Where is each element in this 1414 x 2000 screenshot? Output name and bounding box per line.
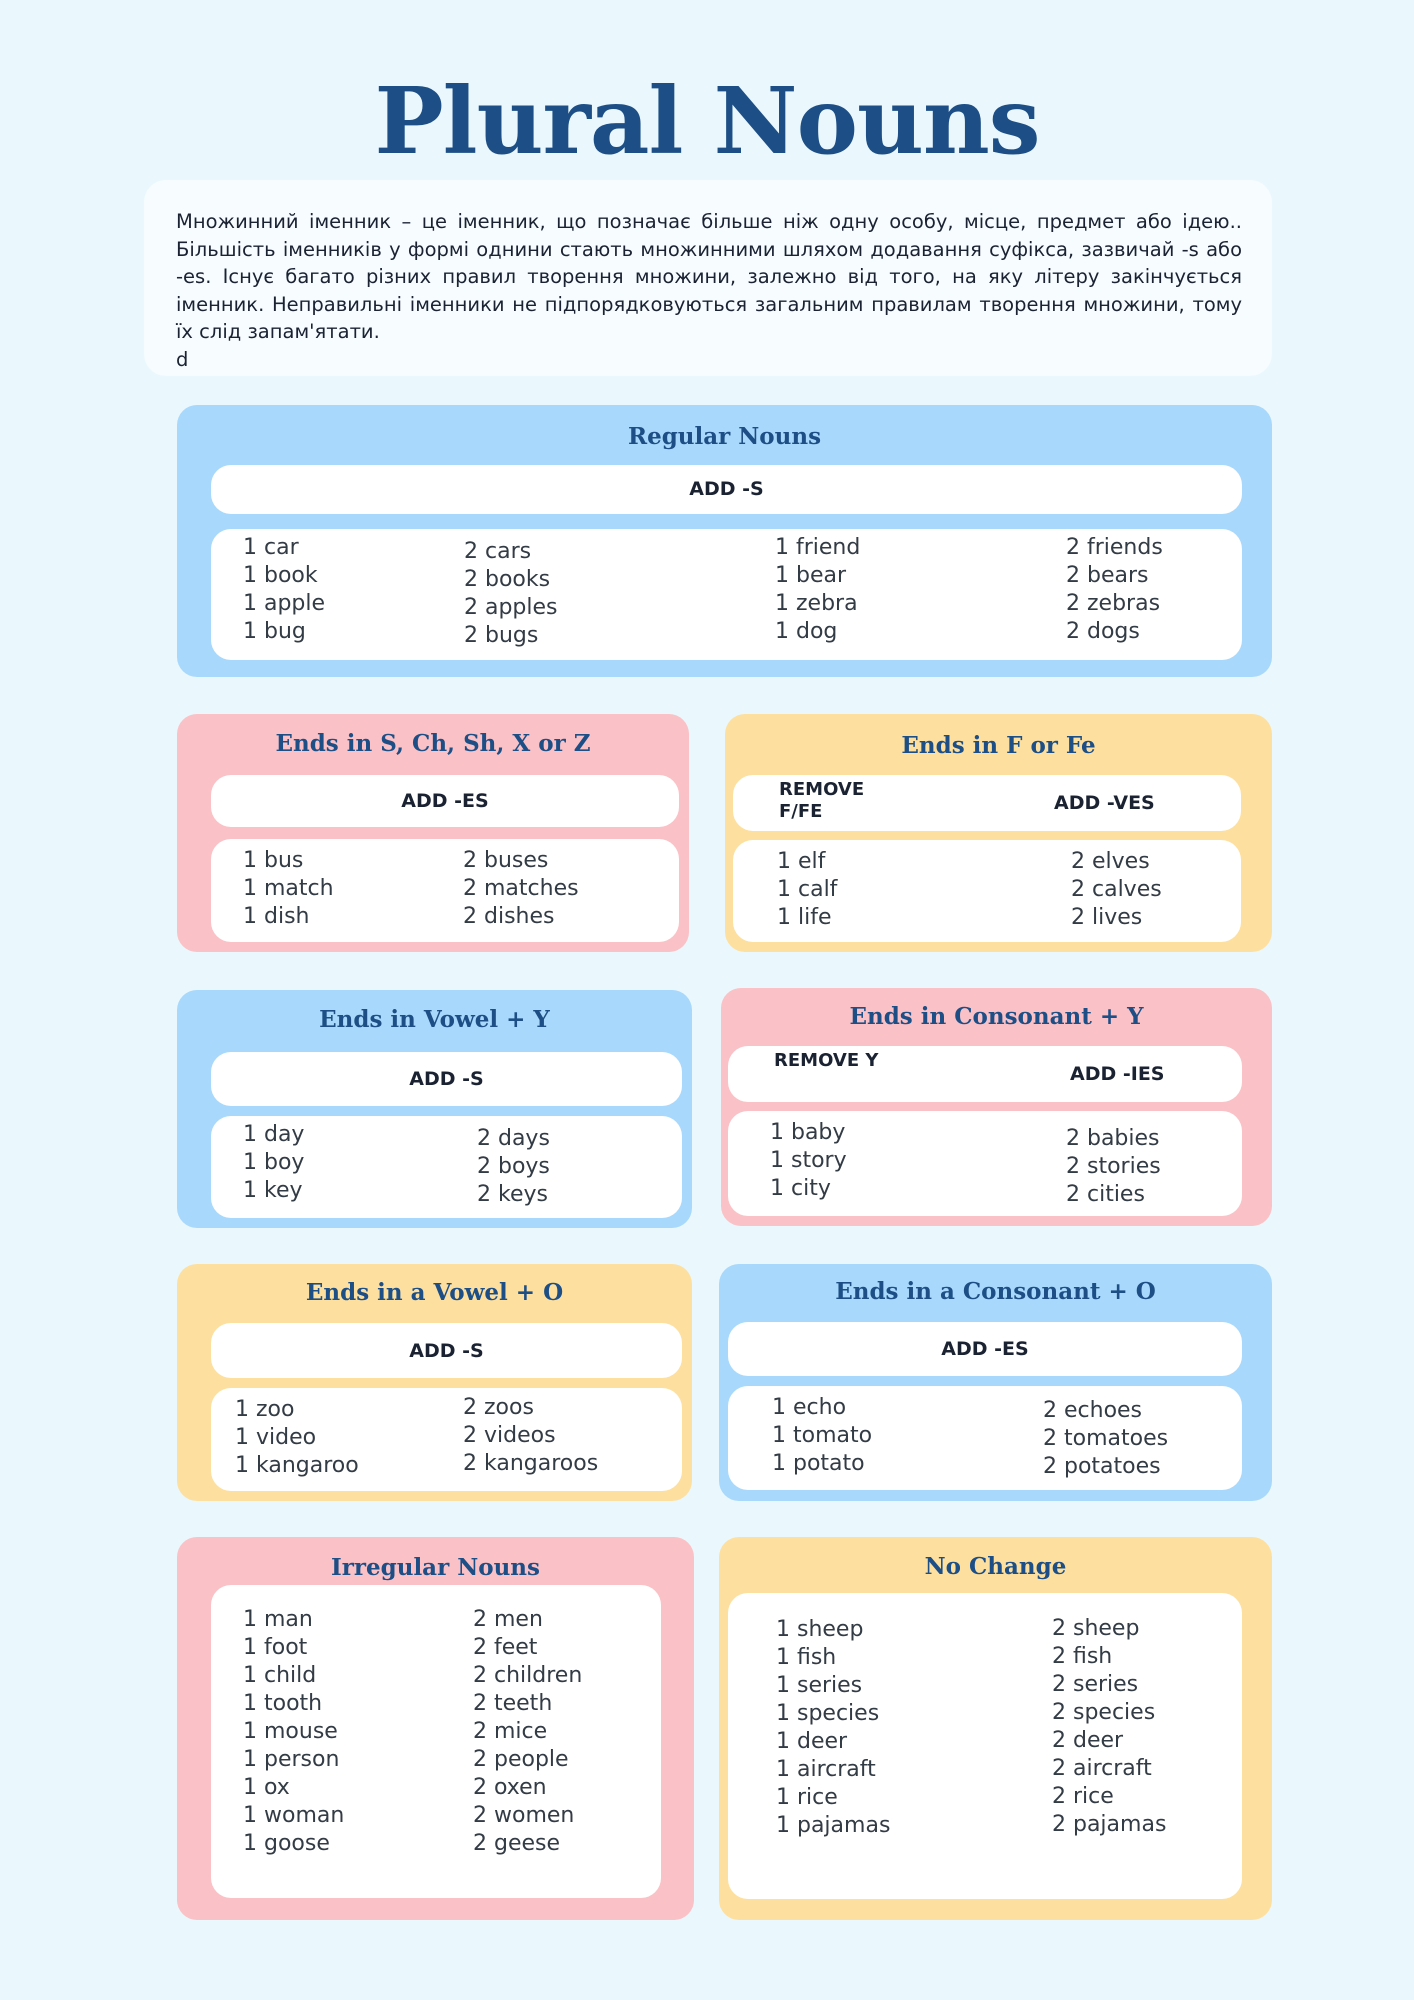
rule-label: ADD -S: [689, 478, 764, 500]
rule-banner: [728, 1046, 1242, 1102]
rule-banner: [211, 775, 679, 827]
card-ends-consonant-o: [719, 1264, 1272, 1501]
word-item: 1 book: [243, 563, 318, 588]
word-item: 2 geese: [473, 1831, 561, 1856]
word-item: 2 echoes: [1043, 1398, 1143, 1423]
word-item: 1 echo: [772, 1395, 847, 1420]
word-item: 2 children: [473, 1663, 583, 1688]
word-item: 1 key: [243, 1178, 303, 1203]
rule-banner: [211, 1052, 682, 1106]
card-title: Ends in a Vowel + O: [305, 1279, 564, 1306]
word-list: [211, 1388, 682, 1491]
word-item: 1 man: [243, 1607, 313, 1632]
card-title: No Change: [924, 1553, 1067, 1580]
remove-label: REMOVE Y: [774, 1050, 879, 1071]
singular-column: [770, 1119, 847, 1203]
word-item: 1 bear: [775, 563, 847, 588]
word-item: 2 fish: [1052, 1644, 1113, 1669]
word-item: 2 tomatoes: [1043, 1426, 1169, 1451]
card-no-change: [719, 1537, 1272, 1920]
word-item: 1 baby: [770, 1120, 846, 1145]
word-item: 2 cars: [464, 539, 532, 564]
word-item: 1 person: [243, 1747, 340, 1772]
word-item: 1 car: [243, 535, 299, 560]
word-item: 1 boy: [243, 1150, 305, 1175]
singular-column: [243, 847, 334, 931]
plural-column: [464, 538, 558, 650]
word-item: 2 friends: [1066, 535, 1163, 560]
intro-box: [144, 180, 1272, 376]
word-item: 1 dog: [775, 619, 838, 644]
card-irregular-nouns: [177, 1537, 694, 1920]
plural-column: [477, 1125, 550, 1209]
word-item: 2 babies: [1066, 1126, 1160, 1151]
word-item: 1 aircraft: [776, 1757, 876, 1782]
word-item: 1 woman: [243, 1803, 345, 1828]
rule-banner: [733, 775, 1241, 831]
word-item: 1 bus: [243, 848, 304, 873]
singular-column: [776, 1616, 890, 1840]
word-item: 1 foot: [243, 1635, 308, 1660]
card-title: Ends in a Consonant + O: [835, 1278, 1156, 1305]
plural-column: [1052, 1615, 1166, 1839]
singular-column: [772, 1394, 872, 1478]
word-list: [728, 1386, 1242, 1490]
rule-banner: [728, 1322, 1242, 1376]
singular-column: [777, 848, 837, 932]
word-list: [211, 839, 679, 942]
word-item: 2 cities: [1066, 1182, 1145, 1207]
plural-column: [1043, 1397, 1168, 1481]
word-list: [211, 1585, 661, 1898]
word-list: [211, 529, 1242, 660]
word-item: 1 apple: [243, 591, 326, 616]
word-item: 2 days: [477, 1126, 550, 1151]
word-item: 2 buses: [463, 848, 549, 873]
word-item: 1 story: [770, 1148, 847, 1173]
word-item: 2 rice: [1052, 1784, 1114, 1809]
word-item: 1 calf: [777, 877, 838, 902]
plural-column: [463, 847, 579, 931]
word-item: 2 potatoes: [1043, 1454, 1161, 1479]
word-item: 1 video: [235, 1425, 317, 1450]
word-list: [728, 1593, 1242, 1899]
word-item: 2 bears: [1066, 563, 1149, 588]
word-item: 2 oxen: [473, 1775, 547, 1800]
word-item: 1 ox: [243, 1775, 290, 1800]
word-item: 2 zoos: [463, 1395, 534, 1420]
card-ends-s-ch-sh-x-z: [177, 714, 689, 952]
word-item: 1 species: [776, 1701, 880, 1726]
rule-label: ADD -S: [409, 1340, 484, 1362]
rule-banner: [211, 1323, 682, 1378]
word-item: 1 goose: [243, 1831, 330, 1856]
plural-column: [1071, 848, 1162, 932]
remove-label: REMOVE F/FE: [779, 779, 865, 822]
word-item: 2 boys: [477, 1154, 550, 1179]
word-item: 1 rice: [776, 1785, 838, 1810]
singular-column: [243, 1121, 304, 1205]
card-title: Irregular Nouns: [331, 1554, 540, 1581]
word-item: 1 tomato: [772, 1423, 873, 1448]
word-item: 2 bugs: [464, 623, 539, 648]
word-list: [733, 840, 1241, 942]
rule-label: ADD -ES: [941, 1338, 1029, 1360]
word-item: 2 teeth: [473, 1691, 553, 1716]
intro-text: Множинний іменник – це іменник, що позначає більше ніж одну особу, місце, предмет або ідею.. Більшість іменників у формі однини стають множинними шляхом додавання суфікса, зазвичай -s або -es. Існує багато різних правил творення множини, залежно від того, на яку літеру закінчується іменник. Неправильні іменники не підпорядковуються загальним правилам творення множини, тому їх слід запам'ятати.: [176, 210, 1242, 343]
word-item: 1 sheep: [776, 1617, 864, 1642]
singular-column: [243, 534, 325, 646]
card-regular-nouns: [177, 405, 1272, 677]
word-item: 1 match: [243, 876, 334, 901]
word-item: 2 matches: [463, 876, 579, 901]
page-title: Plural Nouns: [374, 67, 1040, 175]
rule-label: ADD -VES: [1054, 792, 1155, 814]
singular-column: [775, 534, 860, 646]
card-title: Ends in Consonant + Y: [849, 1003, 1144, 1030]
word-item: 1 life: [777, 905, 832, 930]
plural-column: [463, 1394, 598, 1478]
singular-column: [235, 1396, 359, 1480]
card-title: Ends in S, Ch, Sh, X or Z: [275, 730, 591, 757]
word-item: 1 bug: [243, 619, 306, 644]
word-item: 2 women: [473, 1803, 575, 1828]
word-item: 1 city: [770, 1176, 831, 1201]
word-item: 2 elves: [1071, 849, 1150, 874]
plural-column: [473, 1606, 582, 1858]
card-ends-vowel-y: [177, 990, 692, 1228]
word-item: 1 kangaroo: [235, 1453, 359, 1478]
plural-column: [1066, 534, 1163, 646]
card-title: Regular Nouns: [627, 423, 822, 450]
word-item: 2 men: [473, 1607, 543, 1632]
word-item: 1 pajamas: [776, 1813, 891, 1838]
word-item: 1 mouse: [243, 1719, 338, 1744]
word-item: 2 sheep: [1052, 1616, 1140, 1641]
word-item: 2 series: [1052, 1672, 1139, 1697]
word-list: [728, 1111, 1242, 1216]
rule-label: ADD -S: [409, 1068, 484, 1090]
card-ends-consonant-y: [721, 988, 1272, 1226]
word-item: 1 child: [243, 1663, 317, 1688]
word-item: 1 elf: [777, 849, 826, 874]
word-item: 2 dishes: [463, 904, 555, 929]
word-item: 2 people: [473, 1747, 569, 1772]
card-title: Ends in Vowel + Y: [319, 1006, 550, 1033]
word-item: 2 apples: [464, 595, 558, 620]
word-item: 2 deer: [1052, 1728, 1124, 1753]
word-item: 2 aircraft: [1052, 1756, 1152, 1781]
word-item: 1 deer: [776, 1729, 848, 1754]
word-item: 2 stories: [1066, 1154, 1161, 1179]
word-item: 1 potato: [772, 1451, 865, 1476]
word-item: 1 day: [243, 1122, 305, 1147]
word-item: 2 zebras: [1066, 591, 1161, 616]
word-item: 2 feet: [473, 1635, 538, 1660]
word-item: 1 tooth: [243, 1691, 323, 1716]
word-item: 1 zebra: [775, 591, 858, 616]
rule-banner: [211, 465, 1242, 514]
word-item: 2 pajamas: [1052, 1812, 1167, 1837]
plural-column: [1066, 1125, 1161, 1209]
intro-trailing-text: d: [176, 347, 189, 371]
word-item: 2 mice: [473, 1719, 548, 1744]
word-item: 2 videos: [463, 1423, 556, 1448]
rule-label: ADD -ES: [401, 790, 489, 812]
card-ends-vowel-o: [177, 1264, 692, 1501]
word-item: 2 books: [464, 567, 551, 592]
word-item: 2 dogs: [1066, 619, 1140, 644]
card-title: Ends in F or Fe: [901, 732, 1096, 759]
word-item: 1 zoo: [235, 1397, 295, 1422]
singular-column: [243, 1606, 344, 1858]
word-item: 1 dish: [243, 904, 310, 929]
word-list: [211, 1116, 682, 1218]
word-item: 1 fish: [776, 1645, 837, 1670]
rule-label: ADD -IES: [1070, 1063, 1165, 1085]
word-item: 2 keys: [477, 1182, 548, 1207]
word-item: 2 calves: [1071, 877, 1162, 902]
word-item: 1 series: [776, 1673, 863, 1698]
word-item: 1 friend: [775, 535, 861, 560]
word-item: 2 kangaroos: [463, 1451, 599, 1476]
word-item: 2 lives: [1071, 905, 1143, 930]
word-item: 2 species: [1052, 1700, 1156, 1725]
card-ends-f-fe: [725, 714, 1272, 952]
